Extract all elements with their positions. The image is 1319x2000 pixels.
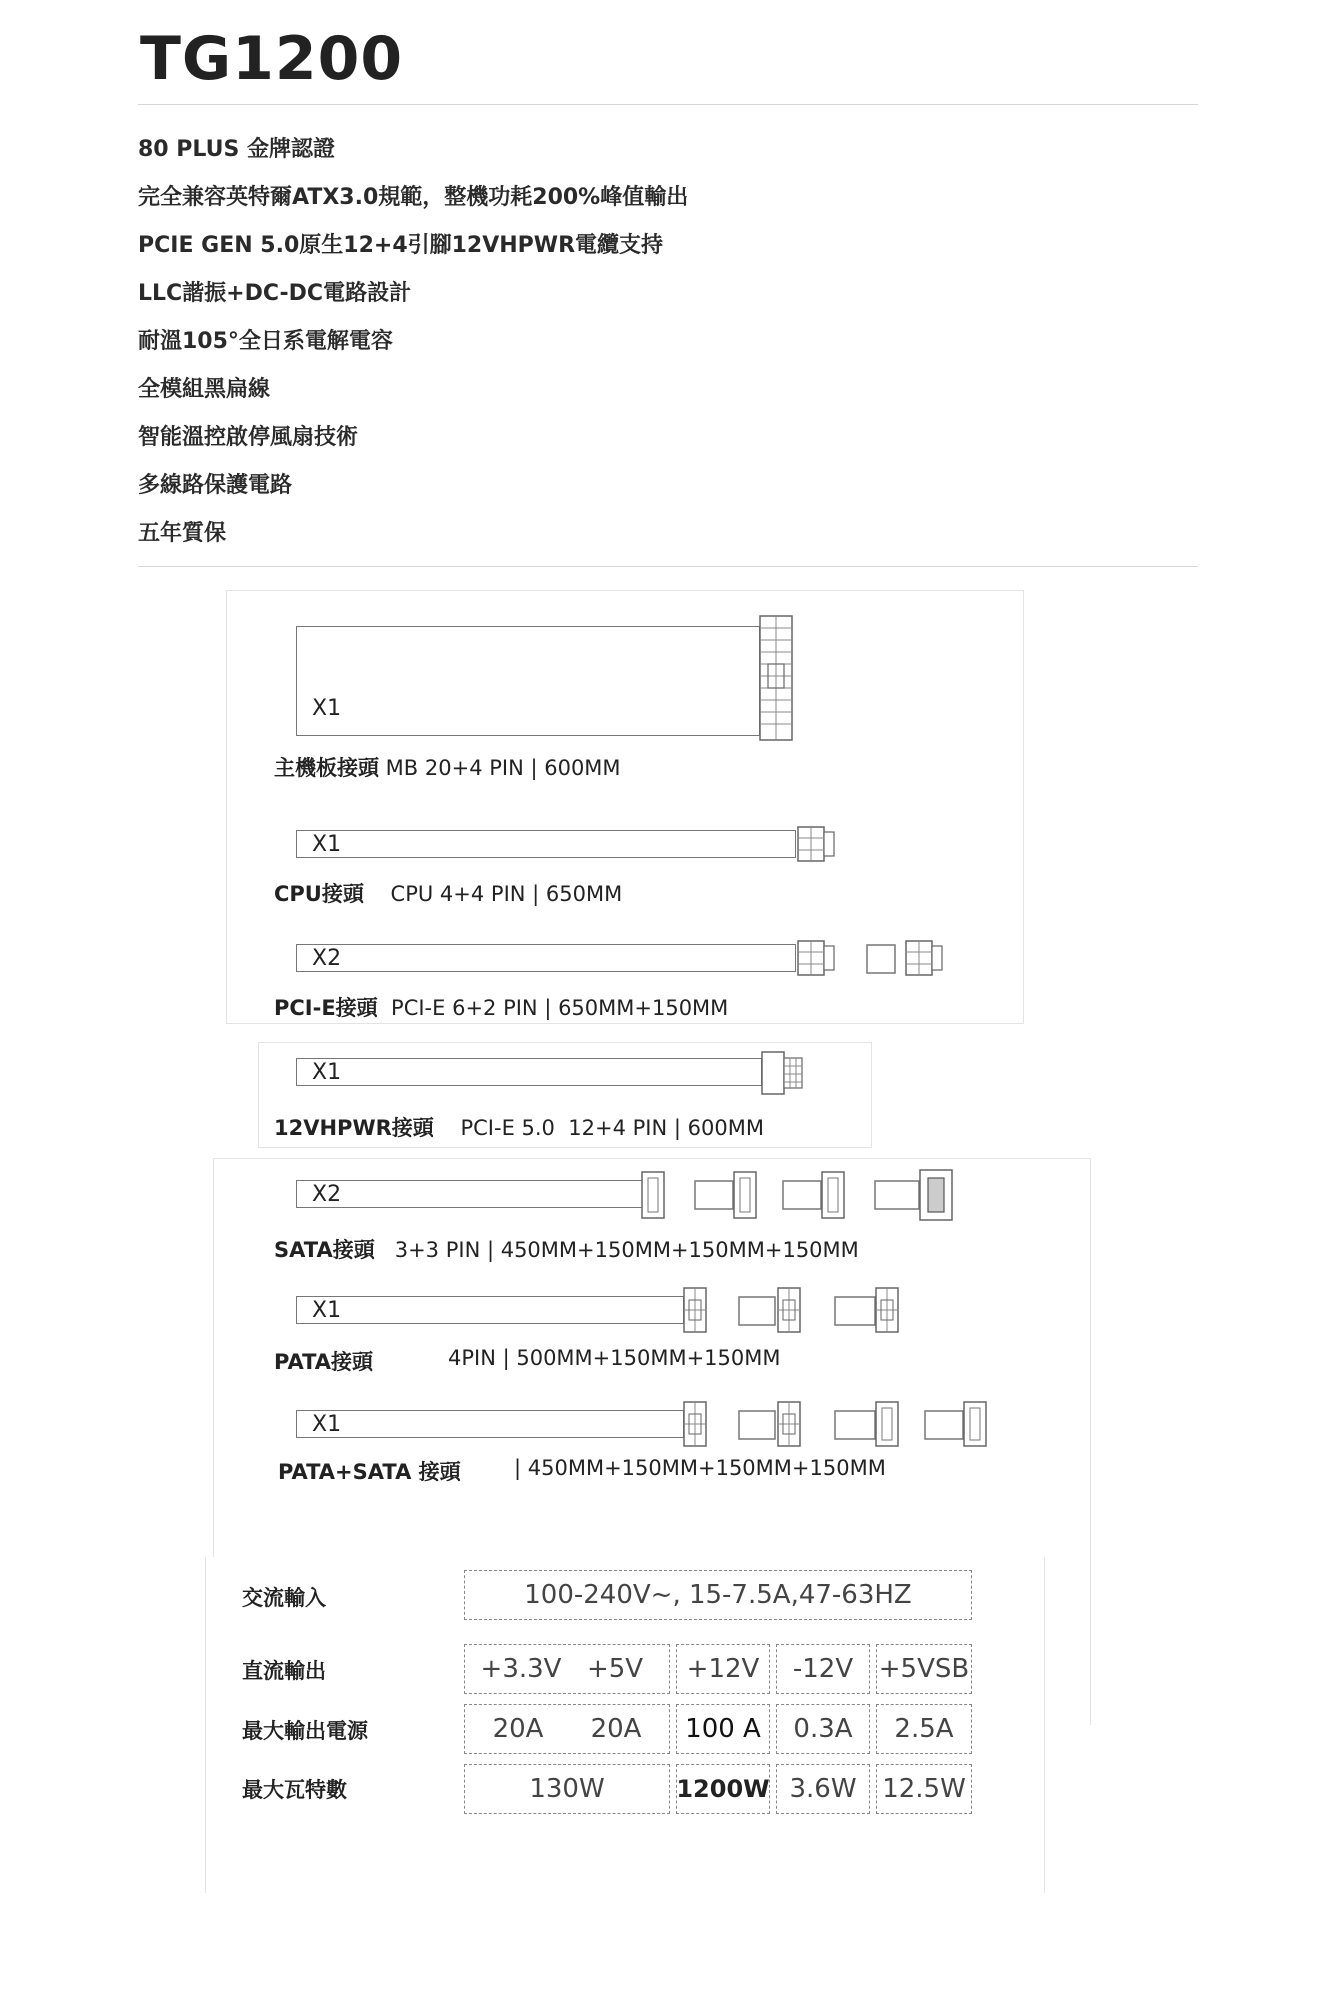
sata-extension-segment — [782, 1180, 822, 1210]
feature-item: 完全兼容英特爾ATX3.0規範，整機功耗200%峰值輸出 — [138, 185, 689, 210]
rail-5vsb: +5VSB — [876, 1644, 972, 1694]
sata-extension-segment — [874, 1180, 920, 1210]
ac-input-label: 交流輸入 — [242, 1586, 326, 1610]
current-3v3: 20A — [492, 1714, 544, 1744]
sata-extension-segment — [834, 1410, 876, 1440]
pata-connector-icon — [682, 1286, 708, 1334]
features-divider — [138, 566, 1198, 567]
pata-connector-icon — [682, 1400, 708, 1448]
cable-count: X1 — [312, 1412, 342, 1437]
sata-extension-segment — [924, 1410, 964, 1440]
cable-name: PATA+SATA 接頭 — [278, 1460, 461, 1484]
cable-name: CPU接頭 — [274, 882, 364, 906]
rail-3v3: +3.3V — [480, 1654, 562, 1684]
cable-spec: | 450MM+150MM+150MM+150MM — [514, 1456, 886, 1480]
sata-connector-icon — [918, 1168, 954, 1222]
rail-12v: +12V — [676, 1644, 770, 1694]
cable-spec: 3+3 PIN | 450MM+150MM+150MM+150MM — [374, 1238, 859, 1262]
pcie-connector-icon — [796, 938, 836, 978]
feature-item: 80 PLUS 金牌認證 — [138, 137, 336, 162]
feature-item: 多線路保護電路 — [138, 473, 293, 498]
cable-name: SATA接頭 — [274, 1238, 375, 1262]
cable-label — [278, 1456, 461, 1486]
rail-5v: +5V — [586, 1654, 644, 1684]
cable-name: PCI-E接頭 — [274, 996, 378, 1020]
cable-label — [274, 1234, 859, 1264]
feature-item: 耐溫105°全日系電解電容 — [138, 329, 393, 354]
12vhpwr-cable — [296, 1058, 762, 1086]
mb-24pin-connector-icon — [758, 614, 794, 742]
pata-extension-segment — [834, 1296, 876, 1326]
cable-spec: 4PIN | 500MM+150MM+150MM — [448, 1346, 781, 1370]
page-title: TG1200 — [140, 24, 404, 94]
sata-connector-icon — [820, 1170, 846, 1220]
pata-extension-segment — [738, 1410, 776, 1440]
rail-minus12v: -12V — [776, 1644, 870, 1694]
watt-3v3-5v: 130W — [464, 1764, 670, 1814]
cable-label — [274, 992, 728, 1022]
cable-name: PATA接頭 — [274, 1350, 374, 1374]
cable-count: X1 — [312, 1060, 342, 1085]
pata-cable — [296, 1296, 684, 1324]
cable-label — [274, 752, 621, 782]
pata-extension-segment — [738, 1296, 776, 1326]
sata-cable — [296, 1180, 644, 1208]
cable-name: 主機板接頭 — [274, 756, 379, 780]
current-12v: 100 A — [676, 1704, 770, 1754]
current-5v: 20A — [590, 1714, 642, 1744]
pcie-connector-icon — [904, 938, 944, 978]
sata-extension-segment — [694, 1180, 734, 1210]
ac-input-value: 100-240V~, 15-7.5A,47-63HZ — [464, 1570, 972, 1620]
sata-connector-icon — [962, 1400, 988, 1448]
title-divider — [138, 104, 1198, 105]
feature-item: LLC諧振+DC-DC電路設計 — [138, 281, 412, 306]
cable-spec: PCI-E 5.0 12+4 PIN | 600MM — [433, 1116, 764, 1140]
cable-label — [274, 878, 622, 908]
cpu-cable — [296, 830, 796, 858]
cpu-connector-icon — [796, 824, 836, 864]
pcie-cable — [296, 944, 796, 972]
feature-item: 五年質保 — [138, 521, 227, 546]
cable-spec: PCI-E 6+2 PIN | 650MM+150MM — [377, 996, 729, 1020]
feature-item: 全模組黑扁線 — [138, 377, 271, 402]
watt-5vsb: 12.5W — [876, 1764, 972, 1814]
watt-minus12v: 3.6W — [776, 1764, 870, 1814]
cable-count: X2 — [312, 946, 342, 971]
cable-spec: CPU 4+4 PIN | 650MM — [363, 882, 623, 906]
cable-name: 12VHPWR接頭 — [274, 1116, 434, 1140]
cable-count: X1 — [312, 1298, 342, 1323]
dc-output-label: 直流輸出 — [242, 1659, 326, 1683]
watt-12v: 1200W — [676, 1764, 770, 1814]
max-watt-label: 最大瓦特數 — [242, 1778, 347, 1802]
feature-item: PCIE GEN 5.0原生12+4引腳12VHPWR電纜支持 — [138, 233, 664, 258]
sata-connector-icon — [732, 1170, 758, 1220]
pata-connector-icon — [776, 1400, 802, 1448]
sata-connector-icon — [874, 1400, 900, 1448]
mb-cable — [296, 626, 760, 736]
current-minus12v: 0.3A — [776, 1704, 870, 1754]
cable-count: X2 — [312, 1182, 342, 1207]
cable-label — [274, 1112, 764, 1142]
current-5vsb: 2.5A — [876, 1704, 972, 1754]
12vhpwr-connector-icon — [760, 1048, 804, 1098]
cable-count: X1 — [312, 832, 342, 857]
sata-connector-icon — [640, 1170, 666, 1220]
feature-item: 智能溫控啟停風扇技術 — [138, 425, 359, 450]
pcie-extension-segment — [866, 944, 896, 974]
max-power-label: 最大輸出電源 — [242, 1719, 368, 1743]
cable-count: X1 — [312, 696, 342, 721]
pata-connector-icon — [776, 1286, 802, 1334]
cable-spec: MB 20+4 PIN | 600MM — [379, 756, 621, 780]
pata-connector-icon — [874, 1286, 900, 1334]
cable-label — [274, 1346, 373, 1376]
pata-sata-cable — [296, 1410, 684, 1438]
